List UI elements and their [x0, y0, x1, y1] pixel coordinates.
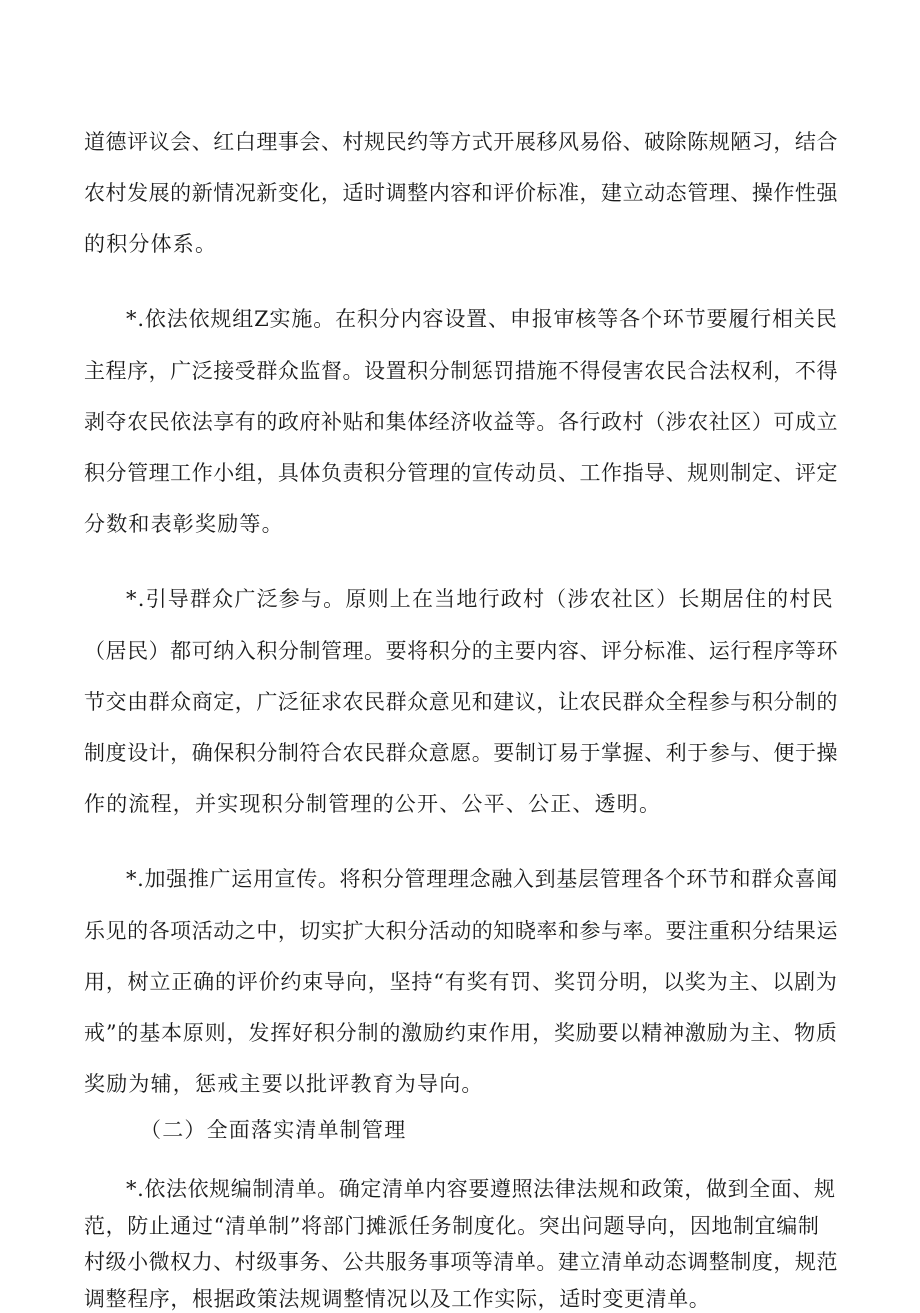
paragraph-6-line-4: 调整程序，根据政策法规调整情况以及工作实际，适时变更清单。 — [84, 1287, 711, 1311]
paragraph-4-line-5: 奖励为辅，惩戒主要以批评教育为导向。 — [84, 1072, 484, 1096]
paragraph-1-line-2: 农村发展的新情况新变化，适时调整内容和评价标准，建立动态管理、操作性强 — [84, 181, 838, 205]
paragraph-3-line-4: 制度设计，确保积分制符合农民群众意愿。要制订易于掌握、利于参与、便于操 — [84, 741, 838, 765]
paragraph-4-line-2: 乐见的各项活动之中，切实扩大积分活动的知晓率和参与率。要注重积分结果运 — [84, 919, 838, 943]
paragraph-2-line-5: 分数和表彰奖励等。 — [84, 512, 284, 536]
paragraph-6-line-3: 村级小微权力、村级事务、公共服务事项等清单。建立清单动态调整制度，规范 — [84, 1250, 838, 1274]
paragraph-3-line-2: （居民）都可纳入积分制管理。要将积分的主要内容、评分标准、运行程序等环 — [84, 639, 838, 663]
paragraph-3-line-5: 作的流程，并实现积分制管理的公开、公平、公正、透明。 — [84, 792, 662, 816]
paragraph-2-line-3: 剥夺农民依法享有的政府补贴和集体经济收益等。各行政村（涉农社区）可成立 — [84, 410, 838, 434]
paragraph-1-line-1: 道德评议会、红白理事会、村规民约等方式开展移风易俗、破除陈规陋习，结合 — [84, 130, 838, 154]
paragraph-4-line-1: *.加强推广运用宣传。将积分管理理念融入到基层管理各个环节和群众喜闻 — [126, 867, 838, 891]
paragraph-2-line-2: 主程序，广泛接受群众监督。设置积分制惩罚措施不得侵害农民合法权利，不得 — [84, 359, 838, 383]
section-heading: （二）全面落实清单制管理 — [140, 1118, 407, 1142]
paragraph-3-line-3: 节交由群众商定，广泛征求农民群众意见和建议，让农民群众全程参与积分制的 — [84, 690, 838, 714]
paragraph-2-line-4: 积分管理工作小组，具体负责积分管理的宣传动员、工作指导、规则制定、评定 — [84, 461, 838, 485]
paragraph-2-line-1: *.依法依规组Z实施。在积分内容设置、申报审核等各个环节要履行相关民 — [126, 307, 838, 331]
paragraph-6-line-2: 范，防止通过“清单制”将部门摊派任务制度化。突出问题导向，因地制宜编制 — [84, 1214, 820, 1238]
paragraph-6-line-1: *.依法依规编制清单。确定清单内容要遵照法律法规和政策，做到全面、规 — [126, 1177, 836, 1201]
paragraph-1-line-3: 的积分体系。 — [84, 232, 218, 256]
paragraph-4-line-3: 用，树立正确的评价约束导向，坚持“有奖有罚、奖罚分明，以奖为主、以剧为 — [84, 970, 838, 994]
paragraph-4-line-4: 戒”的基本原则，发挥好积分制的激励约束作用，奖励要以精神激励为主、物质 — [84, 1021, 838, 1045]
paragraph-3-line-1: *.引导群众广泛参与。原则上在当地行政村（涉农社区）长期居住的村民 — [126, 587, 834, 611]
